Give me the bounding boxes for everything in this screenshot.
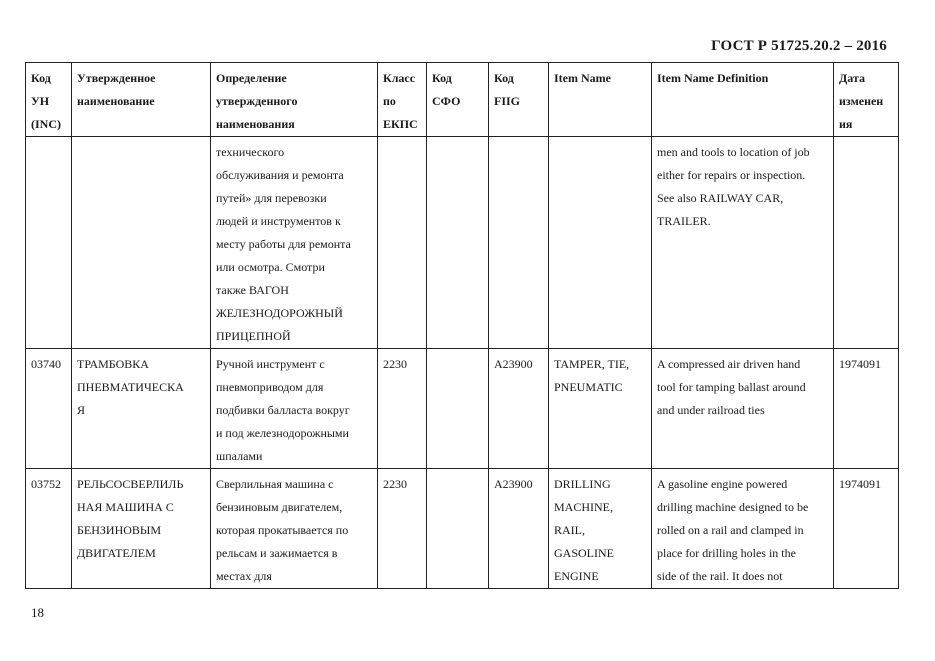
cell-item-name: TAMPER, TIE, PNEUMATIC — [549, 349, 652, 469]
cell-sfo — [427, 137, 489, 349]
cell-class: 2230 — [378, 349, 427, 469]
cell-definition: Сверлильная машина с бензиновым двигателем, которая прокатывается по рельсам и зажимается в местах для — [211, 469, 378, 589]
table-header-row — [26, 63, 899, 137]
item-name-table — [25, 62, 899, 589]
cell-definition: Ручной инструмент с пневмоприводом для подбивки балласта вокруг и под железнодорожными шпалами — [211, 349, 378, 469]
table-row — [26, 349, 899, 469]
cell-fiig — [489, 137, 549, 349]
document-standard-title: ГОСТ Р 51725.20.2 – 2016 — [711, 38, 887, 54]
header-definition: Определение утвержденного наименования — [211, 63, 378, 137]
header-code-un: Код УН (INC) — [26, 63, 72, 137]
cell-code: 03740 — [26, 349, 72, 469]
table-row — [26, 137, 899, 349]
cell-date: 1974091 — [834, 349, 899, 469]
cell-class — [378, 137, 427, 349]
header-item-name: Item Name — [549, 63, 652, 137]
cell-approved-name: РЕЛЬСОСВЕРЛИЛЬ НАЯ МАШИНА С БЕНЗИНОВЫМ ДВИГАТЕЛЕМ — [72, 469, 211, 589]
cell-code: 03752 — [26, 469, 72, 589]
cell-fiig: A23900 — [489, 349, 549, 469]
cell-date: 1974091 — [834, 469, 899, 589]
cell-code — [26, 137, 72, 349]
cell-approved-name: ТРАМБОВКА ПНЕВМАТИЧЕСКА Я — [72, 349, 211, 469]
cell-fiig: A23900 — [489, 469, 549, 589]
cell-sfo — [427, 349, 489, 469]
cell-item-name: DRILLING MACHINE, RAIL, GASOLINE ENGINE — [549, 469, 652, 589]
cell-item-definition: A compressed air driven hand tool for tamping ballast around and under railroad ties — [652, 349, 834, 469]
cell-sfo — [427, 469, 489, 589]
cell-item-name — [549, 137, 652, 349]
header-approved-name: Утвержденное наименование — [72, 63, 211, 137]
cell-class: 2230 — [378, 469, 427, 589]
cell-item-definition: A gasoline engine powered drilling machine designed to be rolled on a rail and clamped in place for drilling holes in the side of the rail. It does not — [652, 469, 834, 589]
cell-definition: технического обслуживания и ремонта путей» для перевозки людей и инструментов к месту работы для ремонта или осмотра. Смотри также ВАГОН ЖЕЛЕЗНОДОРОЖНЫЙ ПРИЦЕПНОЙ — [211, 137, 378, 349]
header-class-ekps: Класс по ЕКПС — [378, 63, 427, 137]
cell-approved-name — [72, 137, 211, 349]
page-number: 18 — [31, 605, 44, 620]
header-code-fiig: Код FIIG — [489, 63, 549, 137]
header-date-changed: Дата изменен ия — [834, 63, 899, 137]
cell-item-definition: men and tools to location of job either for repairs or inspection. See also RAILWAY CAR, TRAILER. — [652, 137, 834, 349]
header-code-sfo: Код СФО — [427, 63, 489, 137]
table-row — [26, 469, 899, 589]
cell-date — [834, 137, 899, 349]
header-item-definition: Item Name Definition — [652, 63, 834, 137]
